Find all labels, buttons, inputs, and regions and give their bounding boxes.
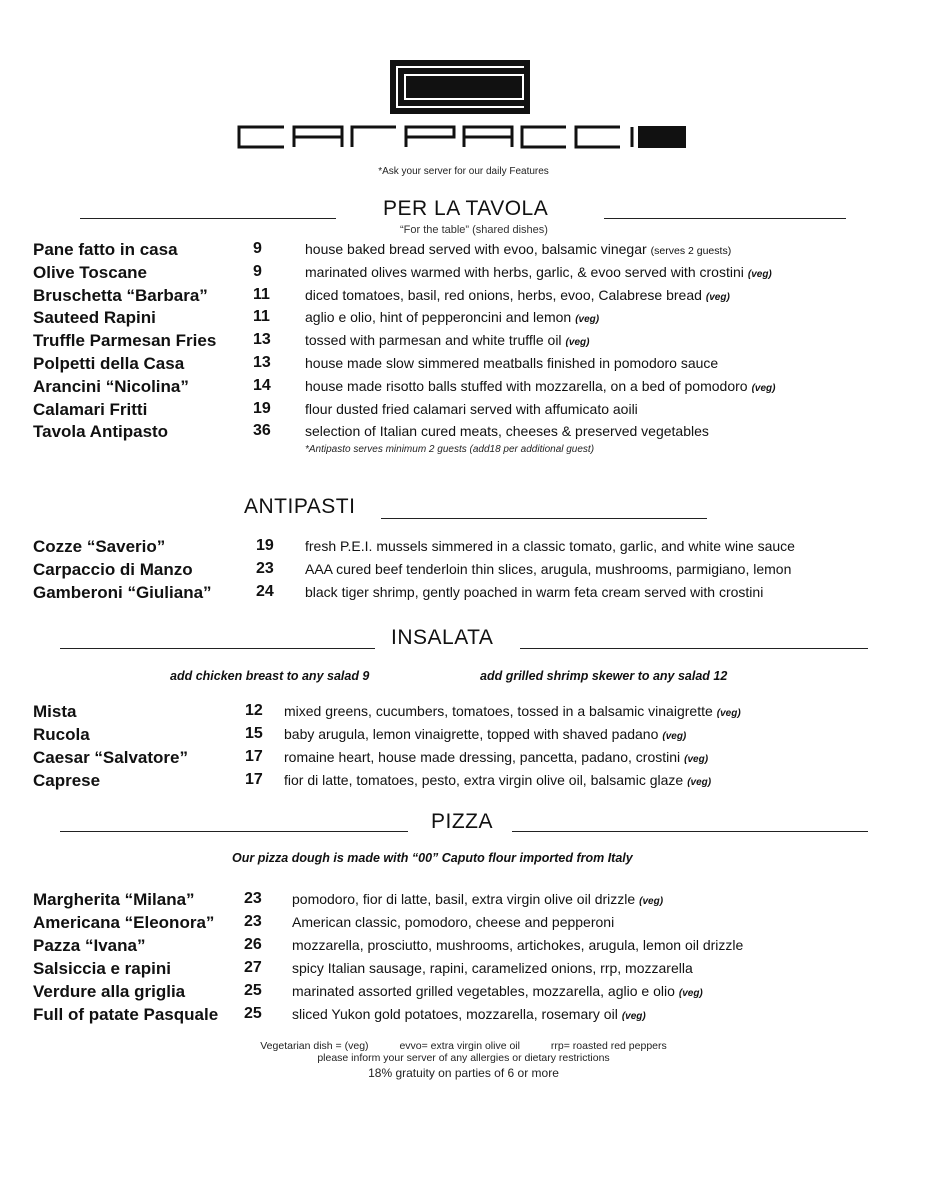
- divider-line: [60, 648, 375, 649]
- evvo-legend: evvo= extra virgin olive oil: [399, 1040, 520, 1052]
- menu-item: [0, 702, 927, 724]
- menu-item-description: [305, 264, 772, 280]
- veg-tag: (veg): [705, 291, 730, 303]
- menu-item-description-text: mozzarella, prosciutto, mushrooms, artichokes, arugula, lemon oil drizzle: [292, 937, 744, 953]
- menu-item-name: Salsiccia e rapini: [33, 959, 171, 978]
- menu-item-price: 12: [245, 702, 263, 719]
- menu-item: [0, 560, 927, 582]
- menu-item-price: 36: [253, 422, 271, 440]
- menu-item-name: Gamberoni “Giuliana”: [33, 583, 212, 602]
- menu-item-name: Truffle Parmesan Fries: [33, 331, 217, 351]
- menu-item-price: 17: [245, 771, 263, 788]
- menu-item-description: [292, 960, 693, 976]
- footer-legend: [0, 1040, 927, 1052]
- veg-tag: (veg): [575, 314, 600, 326]
- menu-item: [0, 959, 927, 981]
- menu-item-name: Verdure alla griglia: [33, 982, 186, 1001]
- menu-item-price: 23: [244, 890, 262, 907]
- menu-item: [0, 913, 927, 935]
- veg-tag: (veg): [662, 731, 687, 742]
- divider-line: [512, 831, 868, 832]
- menu-item-description-text: diced tomatoes, basil, red onions, herbs, evoo, Calabrese bread: [305, 286, 702, 303]
- menu-item-price: 11: [253, 285, 270, 303]
- menu-item-description: [292, 891, 663, 907]
- menu-item-description-text: romaine heart, house made dressing, pancetta, padano, crostini: [284, 749, 681, 765]
- menu-item-description: [292, 914, 614, 930]
- daily-features-note: *Ask your server for our daily Features: [378, 166, 549, 177]
- menu-item-name: Pazza “Ivana”: [33, 936, 146, 955]
- menu-item-name: Calamari Fritti: [33, 399, 148, 419]
- menu-item-description-text: tossed with parmesan and white truffle oil: [305, 332, 562, 349]
- section-title-antipasti: ANTIPASTI: [244, 495, 356, 518]
- menu-item: [0, 537, 927, 559]
- divider-line: [604, 218, 846, 219]
- menu-item-price: 13: [253, 354, 271, 371]
- addon-shrimp-note: add grilled shrimp skewer to any salad 12: [480, 669, 728, 683]
- rrp-legend: rrp= roasted red peppers: [550, 1040, 667, 1052]
- menu-item: [0, 725, 927, 747]
- veg-tag: (veg): [687, 777, 712, 788]
- logo-wordmark: [236, 124, 688, 150]
- menu-item-description-text: AAA cured beef tenderloin thin slices, arugula, mushrooms, parmigiano, lemon: [305, 561, 792, 577]
- section-title-insalata: INSALATA: [391, 626, 494, 649]
- menu-item: [0, 400, 927, 422]
- menu-item: [0, 263, 927, 285]
- menu-item-name: Margherita “Milana”: [33, 890, 195, 909]
- menu-item-name: Caprese: [33, 771, 101, 790]
- menu-item-description-text: pomodoro, fior di latte, basil, extra virgin olive oil drizzle: [292, 891, 636, 907]
- menu-item-name: Olive Toscane: [33, 262, 148, 282]
- menu-item: [0, 286, 927, 308]
- menu-item-description: [305, 287, 730, 303]
- menu-item-name: Carpaccio di Manzo: [33, 560, 193, 579]
- menu-item-description: [292, 983, 703, 999]
- menu-item-description: [284, 703, 741, 719]
- divider-line: [381, 518, 707, 519]
- menu-item-price: 25: [244, 1005, 262, 1022]
- menu-item-description-text: selection of Italian cured meats, cheeses & preserved vegetables: [305, 423, 709, 440]
- gratuity-note: 18% gratuity on parties of 6 or more: [368, 1066, 559, 1080]
- menu-item-description: [284, 749, 708, 765]
- menu-item: [0, 354, 927, 376]
- veg-legend: Vegetarian dish = (veg): [260, 1040, 369, 1052]
- divider-line: [520, 648, 868, 649]
- veg-tag: (veg): [716, 708, 741, 719]
- menu-item-description-text: sliced Yukon gold potatoes, mozzarella, rosemary oil: [292, 1006, 618, 1022]
- veg-tag: (veg): [747, 268, 772, 280]
- menu-item-description: [305, 241, 731, 257]
- menu-item-description: [305, 332, 589, 348]
- veg-tag: (veg): [639, 896, 664, 907]
- menu-item-name: Bruschetta “Barbara”: [33, 285, 208, 305]
- menu-item-description: [305, 561, 791, 577]
- menu-item-price: 23: [244, 913, 262, 930]
- menu-item: [0, 1005, 927, 1027]
- menu-item-price: 26: [244, 936, 262, 953]
- pizza-dough-note: Our pizza dough is made with “00” Caputo flour imported from Italy: [232, 851, 633, 865]
- menu-item-price: 27: [244, 959, 262, 976]
- menu-item-price: 9: [253, 262, 262, 280]
- menu-item-price: 13: [253, 331, 271, 349]
- menu-item-description: [305, 401, 638, 417]
- section-title-tavola: PER LA TAVOLA: [383, 197, 549, 220]
- menu-item: [0, 422, 927, 444]
- veg-tag: (veg): [684, 754, 709, 765]
- menu-item-name: Cozze “Saverio”: [33, 537, 166, 556]
- menu-item-price: 19: [253, 399, 271, 417]
- menu-item-description-text: spicy Italian sausage, rapini, caramelized onions, rrp, mozzarella: [292, 960, 693, 976]
- menu-item-description: [305, 309, 599, 325]
- divider-line: [80, 218, 336, 219]
- menu-item-price: 15: [245, 725, 263, 742]
- menu-item-description-text: black tiger shrimp, gently poached in warm feta cream served with crostini: [305, 584, 764, 600]
- menu-item-price: 25: [244, 982, 262, 999]
- menu-item: [0, 748, 927, 770]
- menu-item-name: Pane fatto in casa: [33, 240, 178, 259]
- menu-item-description: [284, 726, 686, 742]
- menu-item-extra: (serves 2 guests): [650, 245, 732, 257]
- menu-item-price: 24: [256, 583, 274, 600]
- menu-item-description: [305, 538, 795, 554]
- menu-item-description-text: fior di latte, tomatoes, pesto, extra virgin olive oil, balsamic glaze: [284, 772, 684, 788]
- menu-item: [0, 377, 927, 399]
- menu-item-description-text: house baked bread served with evoo, balsamic vinegar: [305, 241, 647, 257]
- menu-item-description-text: flour dusted fried calamari served with affumicato aoili: [305, 400, 638, 417]
- menu-item: [0, 308, 927, 330]
- menu-item-description-text: fresh P.E.I. mussels simmered in a classic tomato, garlic, and white wine sauce: [305, 538, 795, 554]
- section-title-pizza: PIZZA: [431, 810, 494, 833]
- menu-item-description-text: mixed greens, cucumbers, tomatoes, tossed in a balsamic vinaigrette: [284, 703, 713, 719]
- menu-item: [0, 982, 927, 1004]
- logo-mark-icon: [390, 60, 530, 114]
- menu-item: [0, 331, 927, 353]
- menu-item-price: 9: [253, 240, 262, 257]
- menu-item-description-text: marinated assorted grilled vegetables, mozzarella, aglio e olio: [292, 983, 675, 999]
- menu-item-name: Tavola Antipasto: [33, 422, 169, 442]
- menu-item-price: 23: [256, 560, 274, 577]
- menu-item: [0, 240, 927, 262]
- menu-item-name: Polpetti della Casa: [33, 354, 185, 373]
- menu-item-name: Rucola: [33, 725, 90, 744]
- menu-item-description-text: aglio e olio, hint of pepperoncini and lemon: [305, 309, 572, 326]
- menu-item-name: Mista: [33, 702, 77, 721]
- menu-item-description: [305, 355, 718, 371]
- menu-item-description: [292, 1006, 646, 1022]
- antipasto-note: *Antipasto serves minimum 2 guests (add18 per additional guest): [305, 444, 595, 455]
- menu-item-description: [284, 772, 711, 788]
- allergy-note: please inform your server of any allergies or dietary restrictions: [317, 1052, 610, 1064]
- menu-item-description-text: house made risotto balls stuffed with mozzarella, on a bed of pomodoro: [305, 377, 748, 394]
- menu-item-name: Americana “Eleonora”: [33, 913, 215, 932]
- veg-tag: (veg): [678, 988, 703, 999]
- menu-item-description: [305, 423, 709, 439]
- menu-item-price: 19: [256, 537, 274, 554]
- menu-item-price: 14: [253, 376, 271, 394]
- menu-item-description: [305, 378, 775, 394]
- brand-logo: [236, 60, 688, 152]
- veg-tag: (veg): [751, 382, 776, 394]
- veg-tag: (veg): [565, 337, 590, 349]
- menu-item-description-text: house made slow simmered meatballs finished in pomodoro sauce: [305, 355, 719, 371]
- menu-item-price: 17: [245, 748, 263, 765]
- section-subtitle-tavola: “For the table” (shared dishes): [400, 224, 548, 236]
- menu-item: [0, 771, 927, 793]
- menu-item-name: Full of patate Pasquale: [33, 1005, 219, 1024]
- addon-chicken-note: add chicken breast to any salad 9: [170, 669, 370, 683]
- menu-item-name: Arancini “Nicolina”: [33, 376, 189, 396]
- menu-item: [0, 890, 927, 912]
- divider-line: [60, 831, 408, 832]
- menu-item-description-text: baby arugula, lemon vinaigrette, topped with shaved padano: [284, 726, 659, 742]
- menu-item: [0, 583, 927, 605]
- menu-item-description: [305, 584, 763, 600]
- menu-item-name: Sauteed Rapini: [33, 308, 156, 328]
- menu-item-description-text: marinated olives warmed with herbs, garlic, & evoo served with crostini: [305, 263, 744, 280]
- menu-item-description-text: American classic, pomodoro, cheese and pepperoni: [292, 914, 615, 930]
- menu-item-description: [292, 937, 743, 953]
- veg-tag: (veg): [621, 1011, 646, 1022]
- menu-item-price: 11: [253, 308, 270, 326]
- menu-item: [0, 936, 927, 958]
- menu-item-name: Caesar “Salvatore”: [33, 748, 188, 767]
